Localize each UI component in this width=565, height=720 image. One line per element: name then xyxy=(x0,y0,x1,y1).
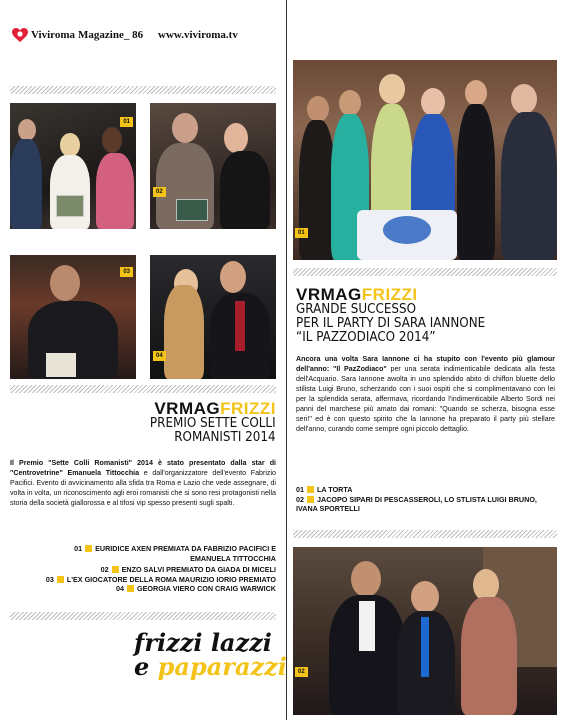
divider-hatch xyxy=(293,268,557,276)
article-title-right xyxy=(296,303,485,345)
body-text: e dall'organizzatore dell'evento Fabrizio Pacifici. Evento di avvicinamento alla sfida tra Roma e Lazio che vede assegnare, di volta in volta, un riconoscimento agli eroi romanisti che si sono resi protagonisti nella storia della società giallorossa e al tifosi vip spesso presenti sugli spalti. xyxy=(10,469,276,507)
caption-item: 03 L'EX GIOCATORE DELLA ROMA MAURIZIO IORIO PREMIATO xyxy=(45,574,276,584)
column-divider xyxy=(286,0,287,720)
article-body-right xyxy=(296,354,555,434)
section-logo xyxy=(134,628,287,681)
kicker-frizzi: FRIZZI xyxy=(361,285,418,304)
photo-number: 04 xyxy=(153,351,166,361)
title-line: “IL PAZZODIACO 2014” xyxy=(296,330,436,345)
body-lead: Il Premio "Sette Colli Romanisti" 2014 è stato presentato dalla star di "Centrovetrine" Emanuela Tittocchia xyxy=(10,459,276,477)
title-line: PER IL PARTY DI SARA IANNONE xyxy=(296,316,486,331)
divider-hatch xyxy=(10,385,276,393)
photo-number: 01 xyxy=(295,228,308,238)
photo-award-03 xyxy=(10,255,136,379)
magazine-issue: Magazine_ 86 xyxy=(78,29,144,41)
section-kicker xyxy=(296,286,418,303)
caption-item-cont: IVANA SPORTELLI xyxy=(296,504,360,513)
article-body-left xyxy=(10,458,276,508)
caption-item: 04 GEORGIA VIERO CON CRAIG WARWICK xyxy=(116,584,276,593)
logo-line-1: frizzi lazzi xyxy=(134,628,272,657)
caption-item: 02 ENZO SALVI PREMIATO DA GIADA DI MICELI xyxy=(100,565,276,574)
title-line: GRANDE SUCCESSO xyxy=(296,302,417,317)
title-line: ROMANISTI 2014 xyxy=(174,430,276,445)
photo-party-02 xyxy=(293,547,557,715)
photo-award-01 xyxy=(10,103,136,229)
title-line: PREMIO SETTE COLLI xyxy=(150,416,276,431)
divider-hatch xyxy=(10,612,276,620)
header xyxy=(12,28,272,44)
photo-number: 02 xyxy=(153,187,166,197)
kicker-vrmag: VRMAG xyxy=(154,399,221,418)
brand-name: Viviroma xyxy=(31,29,75,41)
caption-item: 01 EURIDICE AXEN PREMIATA DA FABRIZIO PACIFICI E xyxy=(74,544,276,553)
website-url: www.viviroma.tv xyxy=(158,29,238,41)
divider-hatch xyxy=(293,530,557,538)
photo-number: 01 xyxy=(120,117,133,127)
body-text: per una serata indimenticabile dedicata alla festa dell'Acquario. Sara Iannone awolta in uno splendido abito di chiffon bluette dello stilista Luigi Bruno, scherzando con i suoi ospiti che si complimentavano con lei per la splendida serata, affermava, ricordando l'indimenticabile Alberto Sordi nei panni del marchese più amato dai romani: "Quando se scherza, bisogna esse seri!" ed è con questo spirito che la Iannone ha preparato il party più stellare dell'anno, curando come sempre ogni piccolo dettaglio. xyxy=(296,365,555,433)
photo-number: 03 xyxy=(120,267,133,277)
caption-item: 01 LA TORTA xyxy=(296,485,353,494)
divider-hatch xyxy=(10,86,276,94)
caption-item: 02 JACOPO SIPARI DI PESCASSEROLI, LO STLISTA LUIGI BRUNO, xyxy=(296,494,537,504)
heart-logo-icon xyxy=(12,28,28,43)
photo-party-01 xyxy=(293,60,557,260)
captions-left xyxy=(10,544,276,594)
section-kicker xyxy=(154,400,276,417)
caption-item-cont: EMANUELA TITTOCCHIA xyxy=(190,553,276,563)
logo-line-2: e paparazzi xyxy=(134,652,287,681)
photo-award-04 xyxy=(150,255,276,379)
photo-number: 02 xyxy=(295,667,308,677)
kicker-frizzi: FRIZZI xyxy=(220,399,276,418)
body-lead: Ancora una volta Sara Iannone ci ha stupito con l'evento più glamour dell'anno: "Il PazZodiaco" xyxy=(296,355,555,373)
article-title-left xyxy=(150,417,276,445)
kicker-vrmag: VRMAG xyxy=(296,285,362,304)
captions-right xyxy=(296,485,555,514)
photo-award-02 xyxy=(150,103,276,229)
